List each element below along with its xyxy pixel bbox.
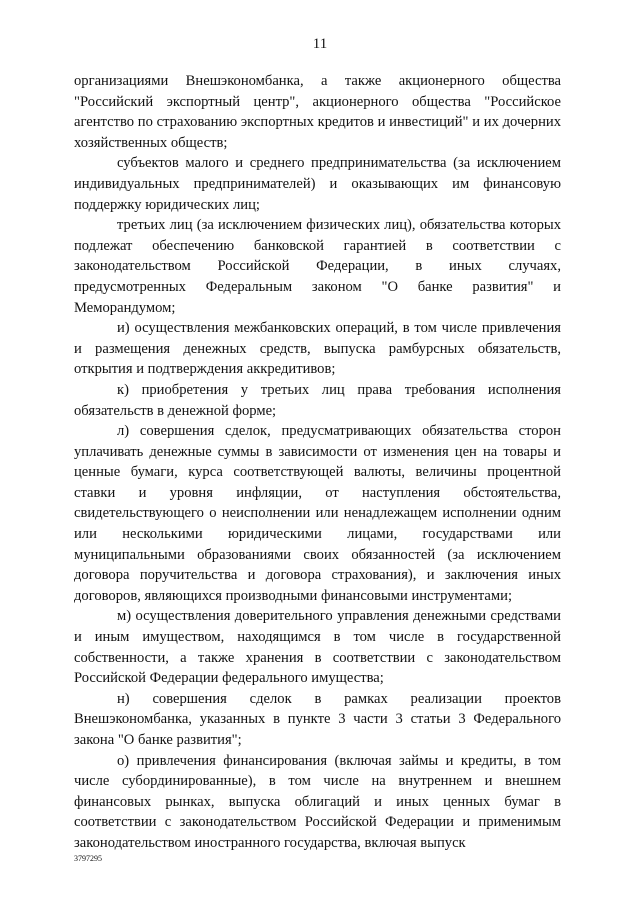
- document-body: [74, 71, 561, 854]
- document-code: 3797295: [74, 854, 102, 863]
- paragraph-organizations: организациями Внешэкономбанка, а также акционерного общества "Российский экспортный центр", акционерного общества "Российское агентство по страхованию экспортных кредитов и инвестиций" и их дочерних хозяйственных обществ;: [74, 73, 561, 151]
- paragraph-small-business: субъектов малого и среднего предпринимательства (за исключением индивидуальных предпринимателей) и оказывающих им финансовую поддержку юридических лиц;: [74, 155, 561, 213]
- paragraph-item-n: н) совершения сделок в рамках реализации проектов Внешэкономбанка, указанных в пункте 3 части 3 статьи 3 Федерального закона "О банке развития";: [74, 690, 561, 748]
- paragraph-item-m: м) осуществления доверительного управления денежными средствами и иным имуществом, находящимся в том числе в государственной собственности, а также хранения в соответствии с законодательством Российской Федерации федерального имущества;: [74, 608, 561, 687]
- paragraph-item-o: о) привлечения финансирования (включая займы и кредиты, в том числе субординированные), в том числе на внутреннем и внешнем финансовых рынках, выпуска облигаций и иных ценных бумаг в соответствии с законодательством Российской Федерации и применимым законодательством иностранного государства, включая выпуск: [74, 752, 561, 851]
- page-number: 11: [312, 36, 328, 52]
- paragraph-third-parties: третьих лиц (за исключением физических лиц), обязательства которых подлежат обеспечению банковской гарантией в соответствии с законодательством Российской Федерации, в иных случаях, предусмотренных Федеральным законом "О банке развития" и Меморандумом;: [74, 217, 561, 316]
- paragraph-item-i: и) осуществления межбанковских операций, в том числе привлечения и размещения денежных средств, выпуска рамбурсных обязательств, открытия и подтверждения аккредитивов;: [74, 320, 561, 378]
- paragraph-item-k: к) приобретения у третьих лиц права требования исполнения обязательств в денежной форме;: [74, 381, 561, 419]
- paragraph-item-l: л) совершения сделок, предусматривающих обязательства сторон уплачивать денежные суммы в зависимости от изменения цен на товары и ценные бумаги, курса соответствующей валюты, величины процентной ставки и уровня инфляции, от наступления обстоятельства, свидетельствующего о неисполнении или ненадлежащем исполнении одним или несколькими юридическими лицами, государствами или муниципальными образованиями своих обязанностей (за исключением договора поручительства и договора страхования), и заключения иных договоров, являющихся производными финансовыми инструментами;: [74, 423, 561, 604]
